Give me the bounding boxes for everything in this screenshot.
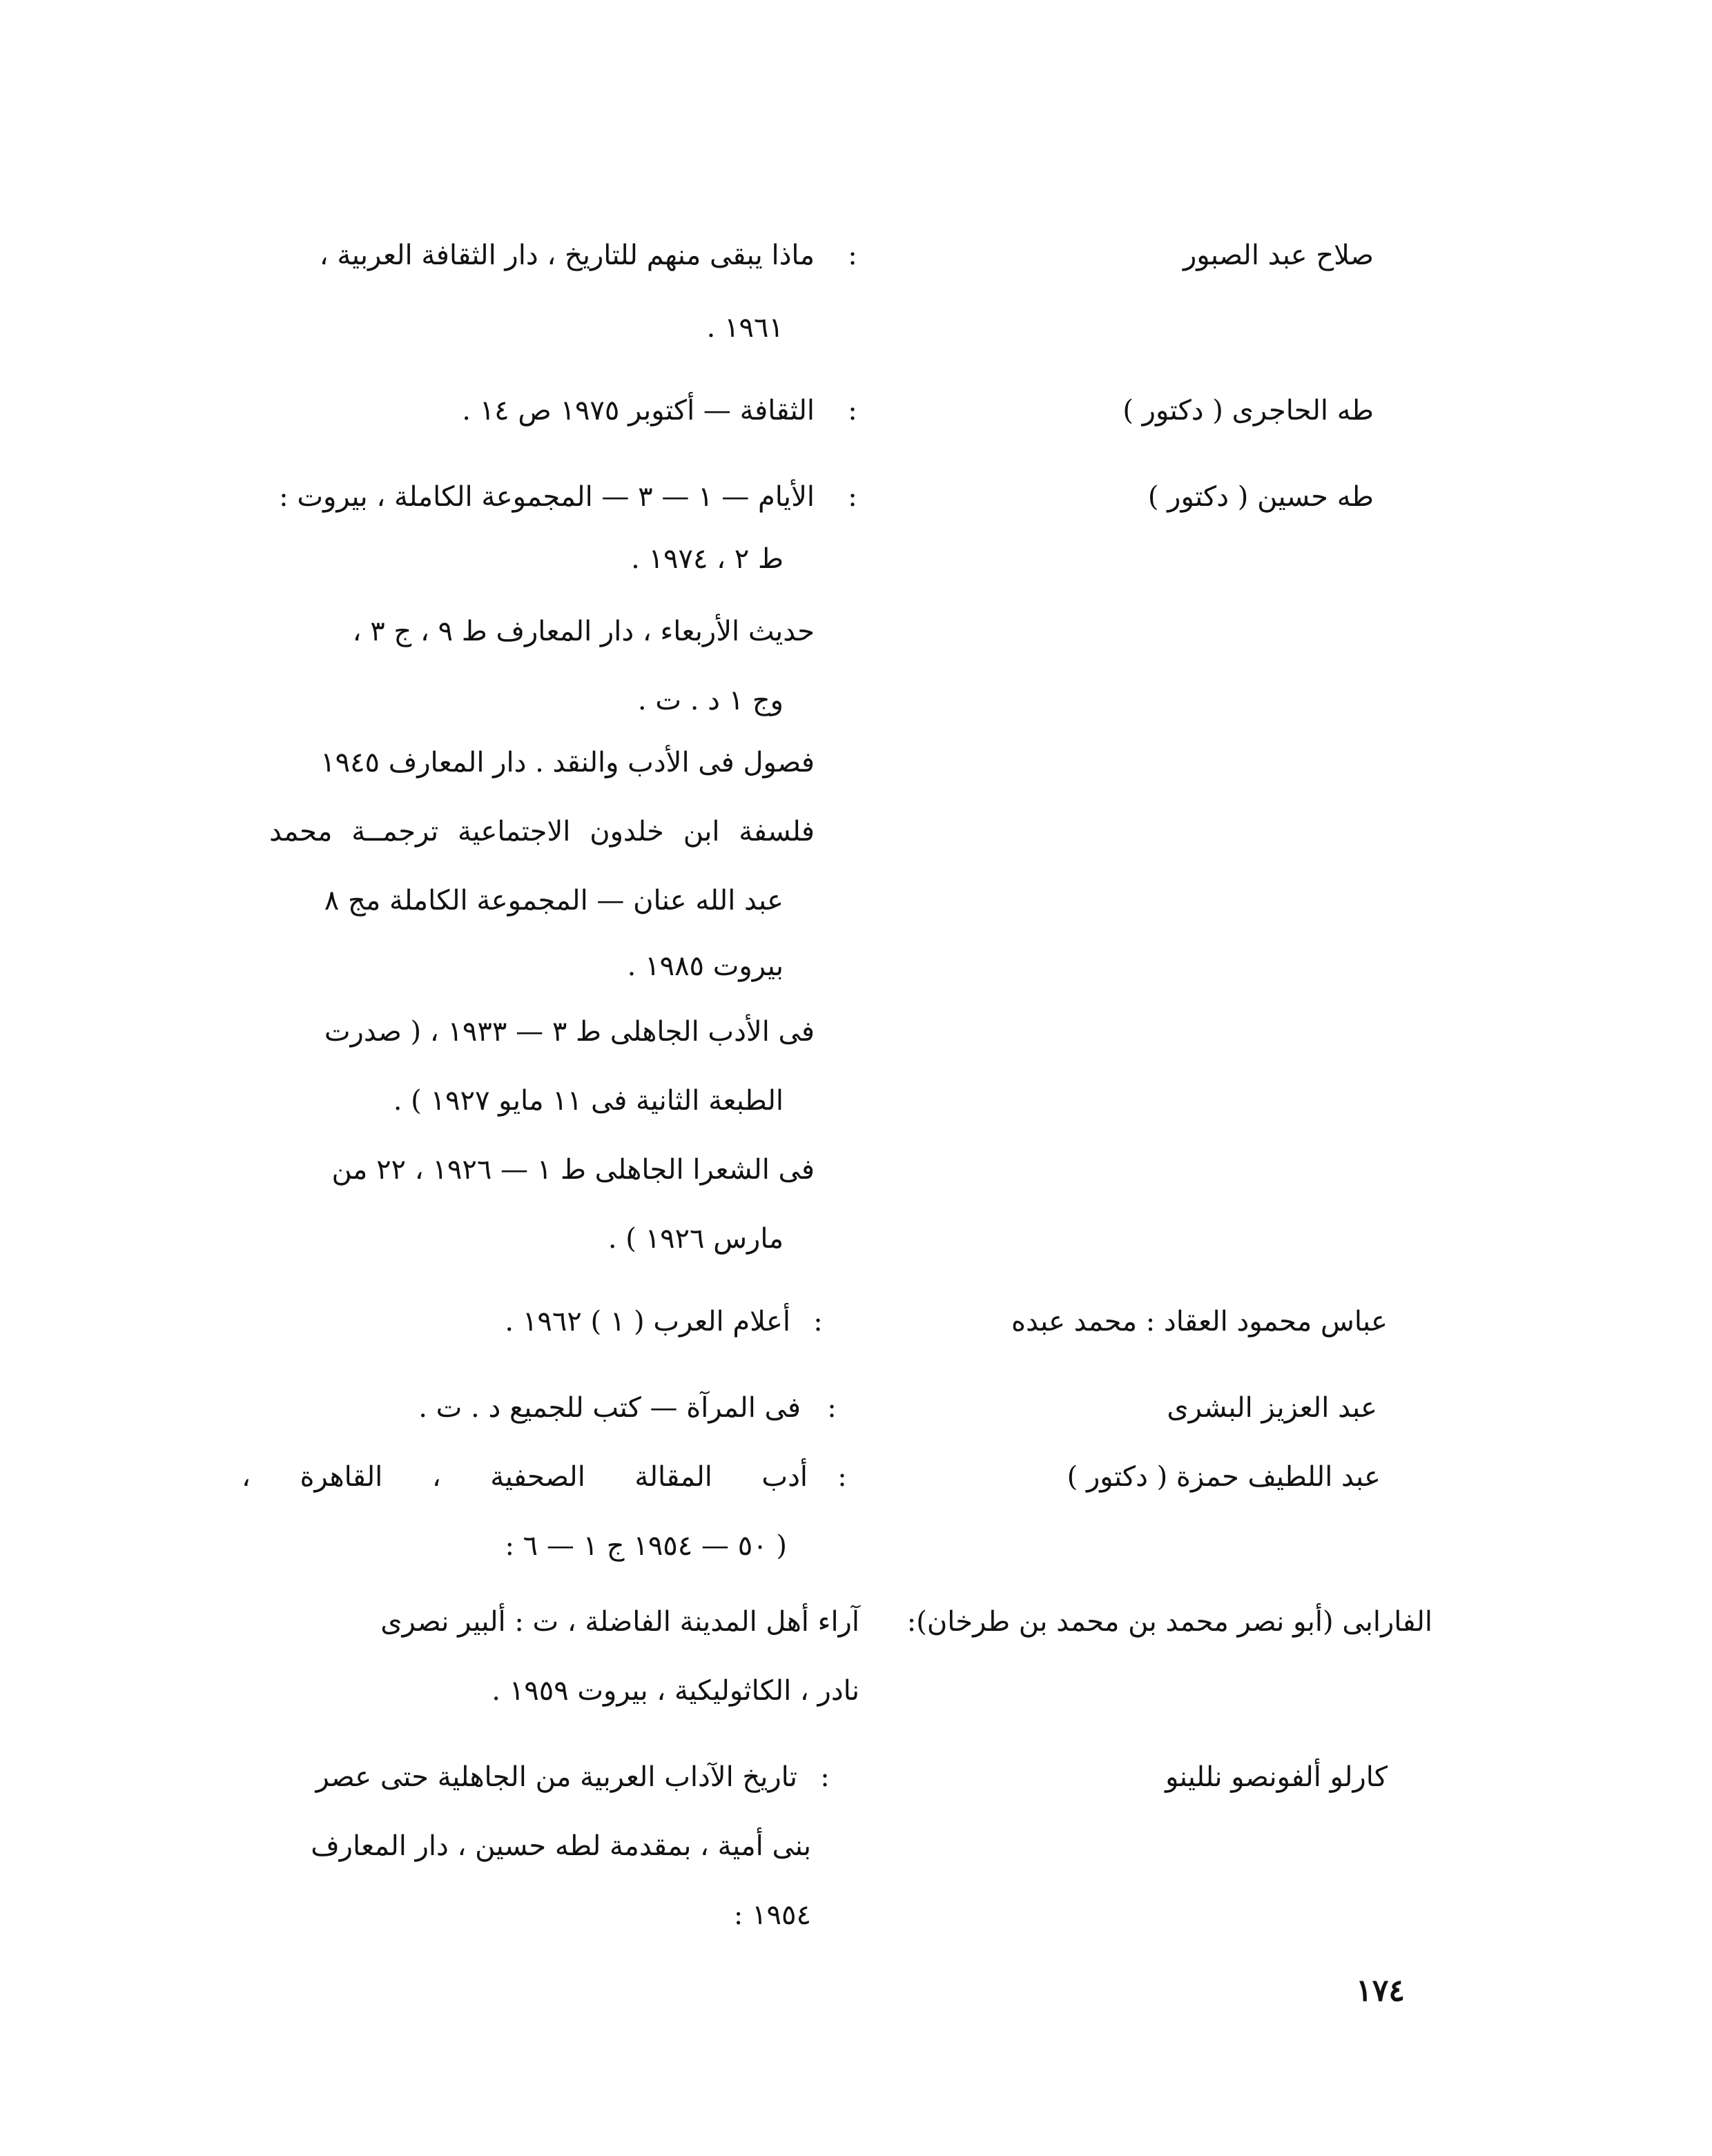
page-number: ١٧٤ <box>1356 1973 1405 2008</box>
work-line: بيروت ١٩٨٥ . <box>627 950 784 982</box>
author-name: عباس محمود العقاد : محمد عبده <box>1011 1306 1388 1337</box>
work-line: أعلام العرب ( ١ ) ١٩٦٢ . <box>505 1306 790 1337</box>
work-line: عبد الله عنان — المجموعة الكاملة مج ٨ <box>324 885 784 917</box>
work-line: الثقافة — أكتوبر ١٩٧٥ ص ١٤ . <box>462 395 815 427</box>
separator-colon: : <box>848 239 857 271</box>
work-line: تاريخ الآداب العربية من الجاهلية حتى عصر <box>315 1761 797 1793</box>
author-name: عبد العزيز البشرى <box>1167 1392 1377 1424</box>
work-line: ماذا يبقى منهم للتاريخ ، دار الثقافة العربية ، <box>319 239 815 271</box>
author-name: صلاح عبد الصبور <box>1183 239 1374 271</box>
work-line: فلسفة ابن خلدون الاجتماعية ترجمــة محمد <box>269 816 815 847</box>
work-line: ١٩٥٤ : <box>733 1899 811 1931</box>
separator-colon: : <box>848 395 857 427</box>
separator-colon: : <box>813 1306 823 1337</box>
work-line: فصول فى الأدب والنقد . دار المعارف ١٩٤٥ <box>320 747 815 778</box>
separator-colon: : <box>848 481 857 513</box>
work-line: أدب المقالة الصحفية ، القاهرة ، <box>242 1461 808 1493</box>
work-line: الطبعة الثانية فى ١١ مايو ١٩٢٧ ) . <box>393 1085 784 1117</box>
author-name: الفارابى (أبو نصر محمد بن محمد بن طرخان): <box>906 1606 1432 1638</box>
work-line: فى الأدب الجاهلى ط ٣ — ١٩٣٣ ، ( صدرت <box>324 1016 815 1048</box>
work-line: ١٩٦١ . <box>706 312 784 344</box>
work-line: فى الشعرا الجاهلى ط ١ — ١٩٢٦ ، ٢٢ من <box>331 1154 815 1186</box>
author-name: كارلو ألفونصو نللينو <box>1165 1761 1388 1793</box>
work-line: نادر ، الكاثوليكية ، بيروت ١٩٥٩ . <box>492 1675 859 1707</box>
work-line: آراء أهل المدينة الفاضلة ، ت : ألبير نصرى <box>380 1606 859 1638</box>
work-line: بنى أمية ، بمقدمة لطه حسين ، دار المعارف <box>311 1830 811 1862</box>
work-line: فى المرآة — كتب للجميع د . ت . <box>418 1392 801 1424</box>
author-name: طه حسين ( دكتور ) <box>1147 481 1374 513</box>
work-line: ( ٥٠ — ١٩٥٤ ج ١ — ٦ : <box>505 1530 787 1562</box>
separator-colon: : <box>820 1761 830 1793</box>
author-name: عبد اللطيف حمزة ( دكتور ) <box>1067 1461 1381 1493</box>
work-line: مارس ١٩٢٦ ) . <box>607 1223 784 1255</box>
separator-colon: : <box>827 1392 837 1424</box>
work-line: وج ١ د . ت . <box>637 685 784 716</box>
work-line: الأيام — ١ — ٣ — المجموعة الكاملة ، بيروت : <box>279 481 815 513</box>
work-line: حديث الأربعاء ، دار المعارف ط ٩ ، ج ٣ ، <box>352 616 815 647</box>
separator-colon: : <box>837 1461 847 1493</box>
work-line: ط ٢ ، ١٩٧٤ . <box>631 543 784 575</box>
author-name: طه الحاجرى ( دكتور ) <box>1122 395 1374 427</box>
